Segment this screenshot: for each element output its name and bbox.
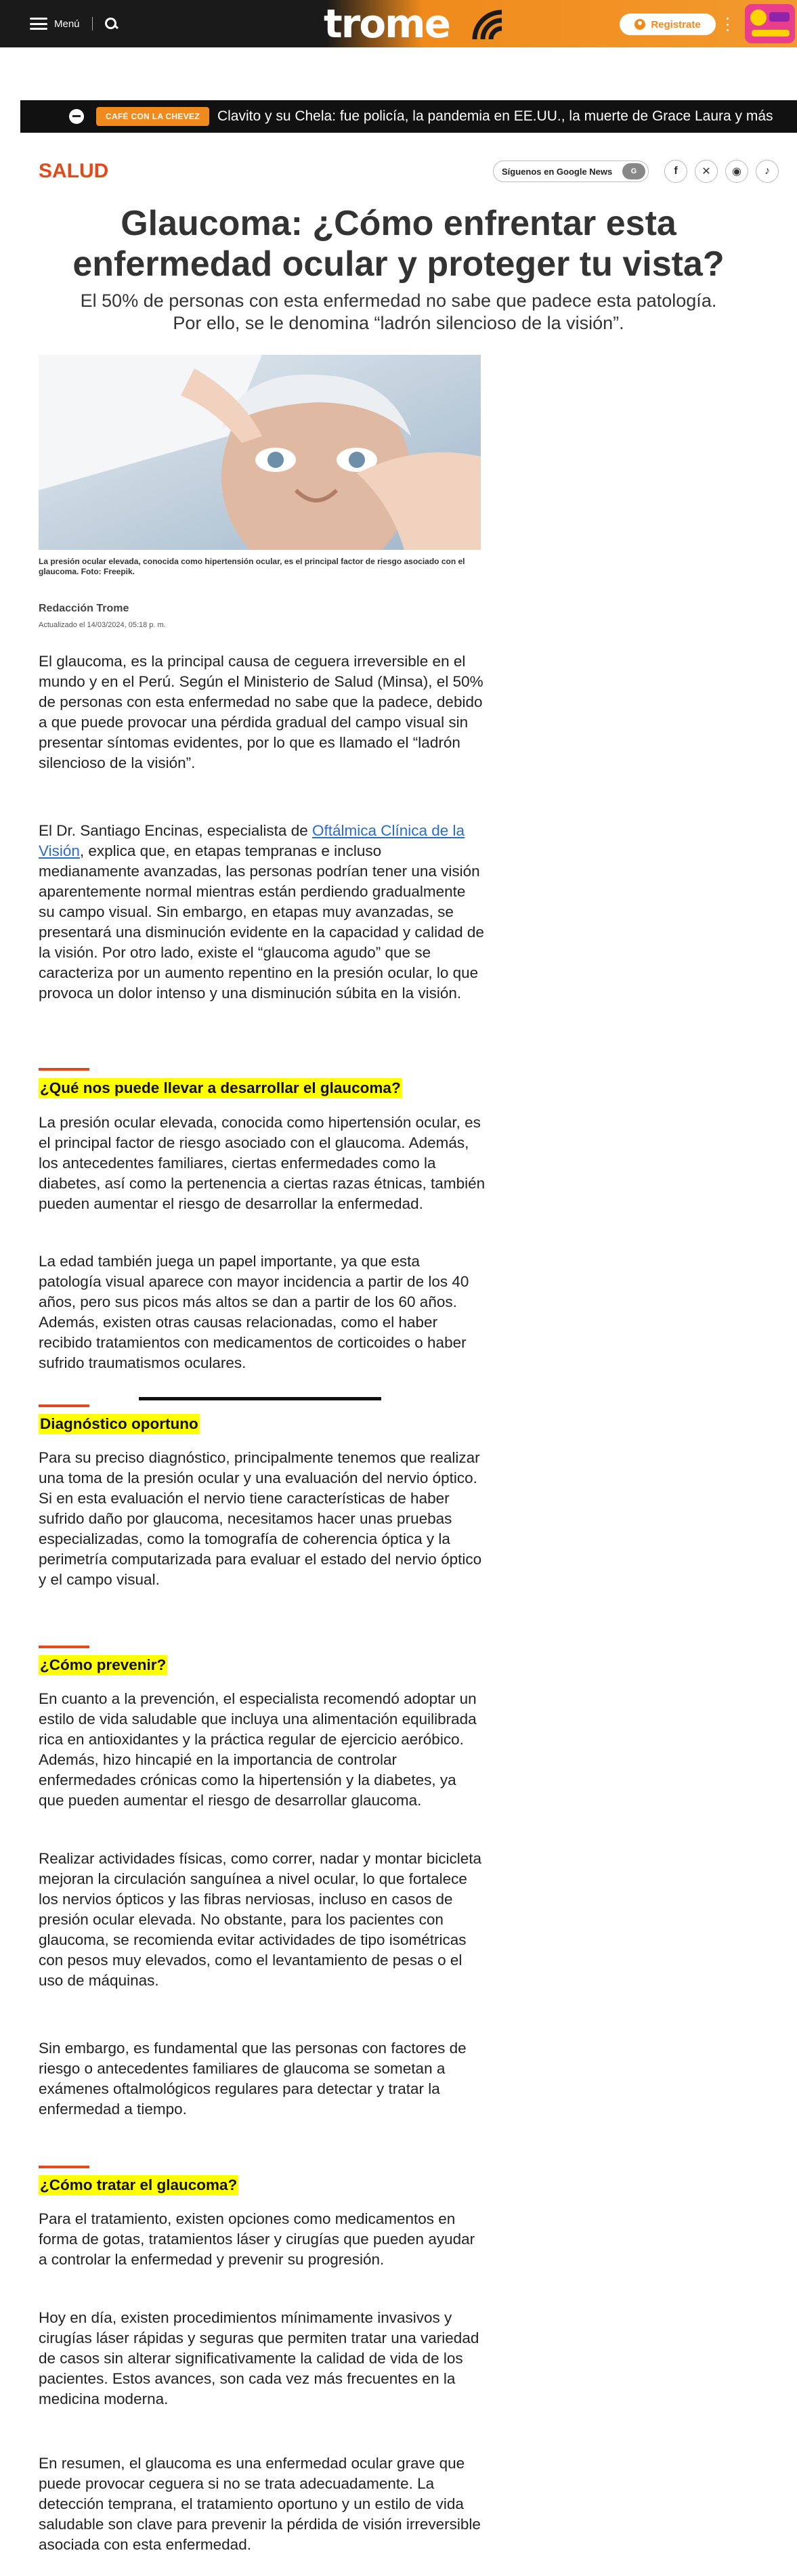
- paragraph: Para su preciso diagnóstico, principalmente tenemos que realizar una toma de la presión ocular y una evaluación del nervio óptico. Si en esta evaluación el nervio tiene características de haber sufrido daño por glaucoma, necesitamos hacer unas pruebas especializadas, como la tomografía de coherencia óptica y la perimetría computarizada para evaluar el estado del nervio óptico y el campo visual.: [39, 1449, 482, 1588]
- google-news-button[interactable]: [493, 160, 649, 182]
- section-rule: [39, 2166, 89, 2168]
- subheading: ¿Cómo tratar el glaucoma?: [39, 2175, 238, 2195]
- paragraph: La edad también juega un papel importante, ya que esta patología visual aparece con mayor incidencia a partir de los 40 años, pero sus picos más altos se dan a partir de los 60 años. Además, existen otras causas relacionadas, como el haber recibido tratamientos con medicamentos de corticoides o haber sufrido traumatismos oculares.: [39, 1253, 469, 1371]
- subheading: ¿Cómo prevenir?: [39, 1655, 167, 1675]
- author-name[interactable]: Redacción Trome: [39, 603, 129, 614]
- facebook-icon[interactable]: f: [664, 160, 687, 183]
- paragraph: Para el tratamiento, existen opciones como medicamentos en forma de gotas, tratamientos láser y cirugías que pueden ayudar a controlar la enfermedad y prevenir su progresión.: [39, 2210, 475, 2268]
- whatsapp-icon[interactable]: ◉: [725, 160, 748, 183]
- menu-button[interactable]: [30, 17, 117, 30]
- x-icon[interactable]: ✕: [695, 160, 718, 183]
- subheading: ¿Qué nos puede llevar a desarrollar el glaucoma?: [39, 1078, 402, 1098]
- divider: [139, 1397, 381, 1400]
- paragraph: Hoy en día, existen procedimientos mínimamente invasivos y cirugías láser rápidas y seguras que permiten tratar una variedad de casos sin alterar significativamente la calidad de vida de los pacientes. Estos avances, son cada vez más frecuentes en la medicina moderna.: [39, 2309, 479, 2407]
- hero-image: [39, 355, 481, 550]
- paragraph: En resumen, el glaucoma es una enfermedad ocular grave que puede provocar ceguera si no se trata adecuadamente. La detección temprana, el tratamiento oportuno y un estilo de vida saludable son clave para prevenir la pérdida de visión irreversible asociada con esta enfermedad.: [39, 2455, 481, 2553]
- section-rule: [39, 1404, 89, 1407]
- google-news-label: Síguenos en Google News: [502, 166, 613, 177]
- ticker-headline[interactable]: Clavito y su Chela: fue policía, la pandemia en EE.UU., la muerte de Grace Laura y más: [217, 108, 773, 124]
- image-caption: La presión ocular elevada, conocida como hipertensión ocular, es el principal factor de riesgo asociado con el glaucoma. Foto: Freepik.: [39, 557, 465, 576]
- user-icon: [634, 19, 645, 30]
- paragraph: Sin embargo, es fundamental que las personas con factores de riesgo o antecedentes familiares de glaucoma se sometan a exámenes oftalmológicos regulares para detectar y tratar la enfermedad a tiempo.: [39, 2040, 467, 2118]
- paragraph: [39, 821, 486, 1004]
- article-subtitle: El 50% de personas con esta enfermedad no sabe que padece esta patología. Por ello, se le denomina “ladrón silencioso de la visión”.: [80, 291, 717, 333]
- paragraph: Realizar actividades físicas, como correr, nadar y montar bicicleta mejoran la circulación sanguínea a nivel ocular, lo que fortalece los nervios ópticos y las fibras nerviosas, incluso en casos de presión ocular elevada. No obstante, para los pacientes con glaucoma, se recomienda evitar actividades de tipo isométricas con pesos muy elevados, como el levantamiento de pesas o el uso de máquinas.: [39, 1850, 482, 1989]
- site-logo[interactable]: trome: [324, 1, 450, 47]
- tiktok-icon[interactable]: ♪: [756, 160, 779, 183]
- clinic-link[interactable]: Oftálmica Clínica de la Visión: [39, 822, 465, 859]
- paragraph-text: , explica que, en etapas tempranas e incluso medianamente avanzadas, las personas podrían tener una visión aparentemente normal mientras están perdiendo gradualmente su campo visual. Sin embargo, en etapas muy avanzadas, se presentará una disminución evidente en la capacidad y calidad de la visión. Por otro lado, existe el “glaucoma agudo” que se caracteriza por un aumento repentino en la presión ocular, lo que provoca un dolor intenso y una disminución súbita en la visión.: [39, 842, 484, 1002]
- ticker-badge: CAFÉ CON LA CHEVEZ: [96, 107, 209, 126]
- paragraph-text: El Dr. Santiago Encinas, especialista de: [39, 822, 312, 839]
- google-news-icon: G: [622, 163, 645, 179]
- paragraph: El glaucoma, es la principal causa de ceguera irreversible en el mundo y en el Perú. Según el Ministerio de Salud (Minsa), el 50% de personas con esta enfermedad no sabe que la padece, debido a que puede provocar una pérdida gradual del campo visual sin presentar síntomas evidentes, por lo que es llamado el “ladrón silencioso de la visión”.: [39, 653, 483, 771]
- hamburger-icon: [30, 18, 47, 30]
- section-rule: [39, 1646, 89, 1648]
- logo-wave-icon: [471, 5, 511, 42]
- updated-date: Actualizado el 14/03/2024, 05:18 p. m.: [39, 621, 166, 629]
- promo-banner-icon[interactable]: [738, 0, 797, 47]
- ticker-control-icon[interactable]: [69, 109, 84, 124]
- article-title: Glaucoma: ¿Cómo enfrentar esta enfermedad ocular y proteger tu vista?: [72, 204, 725, 284]
- subheading: Diagnóstico oportuno: [39, 1414, 200, 1434]
- search-icon[interactable]: [105, 18, 117, 30]
- share-bar: [493, 160, 779, 183]
- menu-label: Menú: [54, 18, 80, 30]
- paragraph: En cuanto a la prevención, el especialista recomendó adoptar un estilo de vida saludable que incluya una alimentación equilibrada rica en antioxidantes y la práctica regular de ejercicio aeróbico. Además, hizo hincapié en la importancia de controlar enfermedades crónicas como la hipertensión y la diabetes, ya que pueden aumentar el riesgo de desarrollar glaucoma.: [39, 1690, 477, 1809]
- register-button[interactable]: [620, 14, 716, 35]
- more-options-icon[interactable]: [727, 18, 729, 31]
- register-label: Registrate: [651, 18, 701, 30]
- section-label[interactable]: SALUD: [39, 160, 109, 182]
- news-ticker[interactable]: [20, 100, 797, 133]
- section-rule: [39, 1068, 89, 1071]
- divider: [92, 17, 93, 30]
- paragraph: La presión ocular elevada, conocida como hipertensión ocular, es el principal factor de riesgo asociado con el glaucoma. Además, los antecedentes familiares, ciertas enfermedades como la diabetes, así como la pertenencia a ciertas razas étnicas, también pueden aumentar el riesgo de desarrollar la enfermedad.: [39, 1114, 486, 1212]
